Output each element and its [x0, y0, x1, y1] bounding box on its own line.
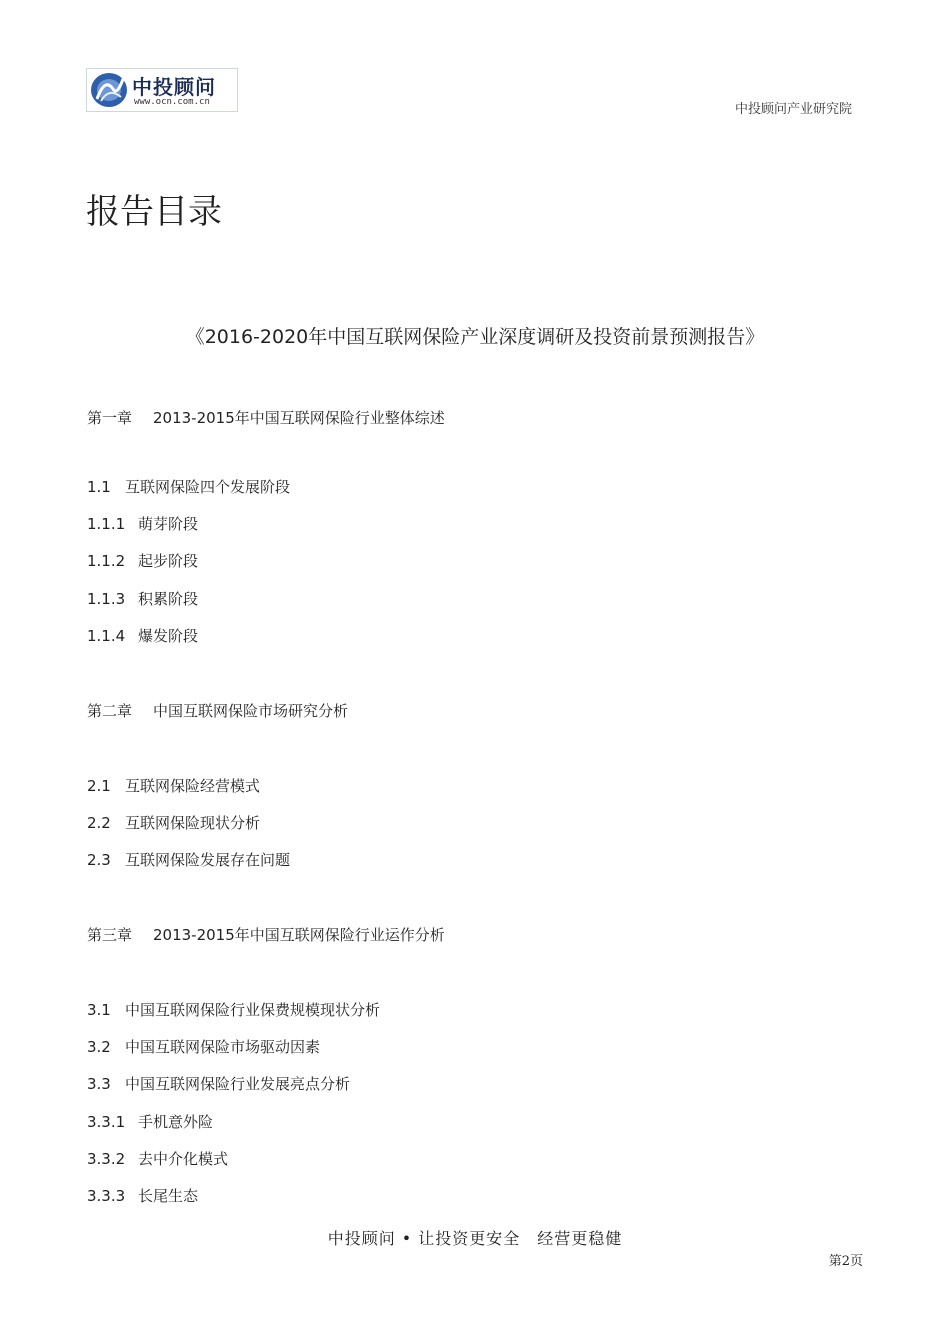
toc-text: 2013-2015年中国互联网保险行业运作分析 — [153, 926, 445, 944]
toc-text: 中国互联网保险行业保费规模现状分析 — [125, 1001, 381, 1019]
toc-text: 萌芽阶段 — [138, 515, 199, 533]
toc-item — [87, 775, 260, 796]
toc-number: 3.1 — [87, 1001, 111, 1019]
toc-item — [87, 1185, 198, 1206]
toc-number: 3.3 — [87, 1075, 111, 1093]
page-number: 第2页 — [828, 1254, 863, 1269]
toc-text: 中国互联网保险行业发展亮点分析 — [125, 1075, 351, 1093]
toc-item — [87, 1036, 320, 1057]
toc-item — [87, 1073, 350, 1094]
toc-item — [87, 513, 198, 534]
toc-text: 长尾生态 — [138, 1187, 199, 1205]
page-title: 报告目录 — [86, 192, 222, 232]
toc-text: 中国互联网保险市场研究分析 — [153, 702, 349, 720]
toc-item — [87, 550, 198, 571]
toc-text: 中国互联网保险市场驱动因素 — [125, 1038, 321, 1056]
report-title: 《2016-2020年中国互联网保险产业深度调研及投资前景预测报告》 — [185, 326, 765, 348]
toc-number: 3.3.3 — [87, 1187, 126, 1205]
toc-number: 第二章 — [87, 702, 133, 720]
toc-number: 3.2 — [87, 1038, 111, 1056]
toc-number: 1.1.4 — [87, 627, 126, 645]
toc-number: 3.3.2 — [87, 1150, 126, 1168]
toc-number: 1.1.2 — [87, 552, 126, 570]
institute-name: 中投顾问产业研究院 — [734, 102, 852, 117]
toc-number: 2.2 — [87, 814, 111, 832]
toc-text: 起步阶段 — [138, 552, 199, 570]
toc-item — [87, 588, 198, 609]
toc-number: 第一章 — [87, 409, 133, 427]
toc-item — [87, 476, 290, 497]
toc-text: 互联网保险四个发展阶段 — [125, 478, 291, 496]
toc-number: 1.1.1 — [87, 515, 126, 533]
toc-item — [87, 1111, 213, 1132]
toc-number: 1.1 — [87, 478, 111, 496]
toc-chapter — [87, 407, 445, 428]
toc-text: 去中介化模式 — [138, 1150, 229, 1168]
toc-item — [87, 625, 198, 646]
toc-text: 积累阶段 — [138, 590, 199, 608]
toc-item — [87, 1148, 228, 1169]
toc-number: 2.3 — [87, 851, 111, 869]
footer-slogan: 中投顾问 • 让投资更安全 经营更稳健 — [327, 1229, 623, 1248]
toc-chapter — [87, 924, 445, 945]
logo-url: www.ocn.com.cn — [134, 97, 210, 107]
toc-number: 1.1.3 — [87, 590, 126, 608]
toc-text: 爆发阶段 — [138, 627, 199, 645]
company-logo — [86, 68, 238, 112]
logo-text: 中投顾问 — [132, 75, 216, 99]
toc-text: 互联网保险经营模式 — [125, 777, 261, 795]
toc-number: 第三章 — [87, 926, 133, 944]
logo-emblem-icon — [87, 69, 133, 111]
toc-text: 互联网保险现状分析 — [125, 814, 261, 832]
toc-number: 2.1 — [87, 777, 111, 795]
toc-item — [87, 999, 380, 1020]
toc-text: 互联网保险发展存在问题 — [125, 851, 291, 869]
toc-text: 2013-2015年中国互联网保险行业整体综述 — [153, 409, 445, 427]
toc-chapter — [87, 700, 348, 721]
toc-text: 手机意外险 — [138, 1113, 214, 1131]
toc-number: 3.3.1 — [87, 1113, 126, 1131]
toc-item — [87, 849, 290, 870]
toc-item — [87, 812, 260, 833]
